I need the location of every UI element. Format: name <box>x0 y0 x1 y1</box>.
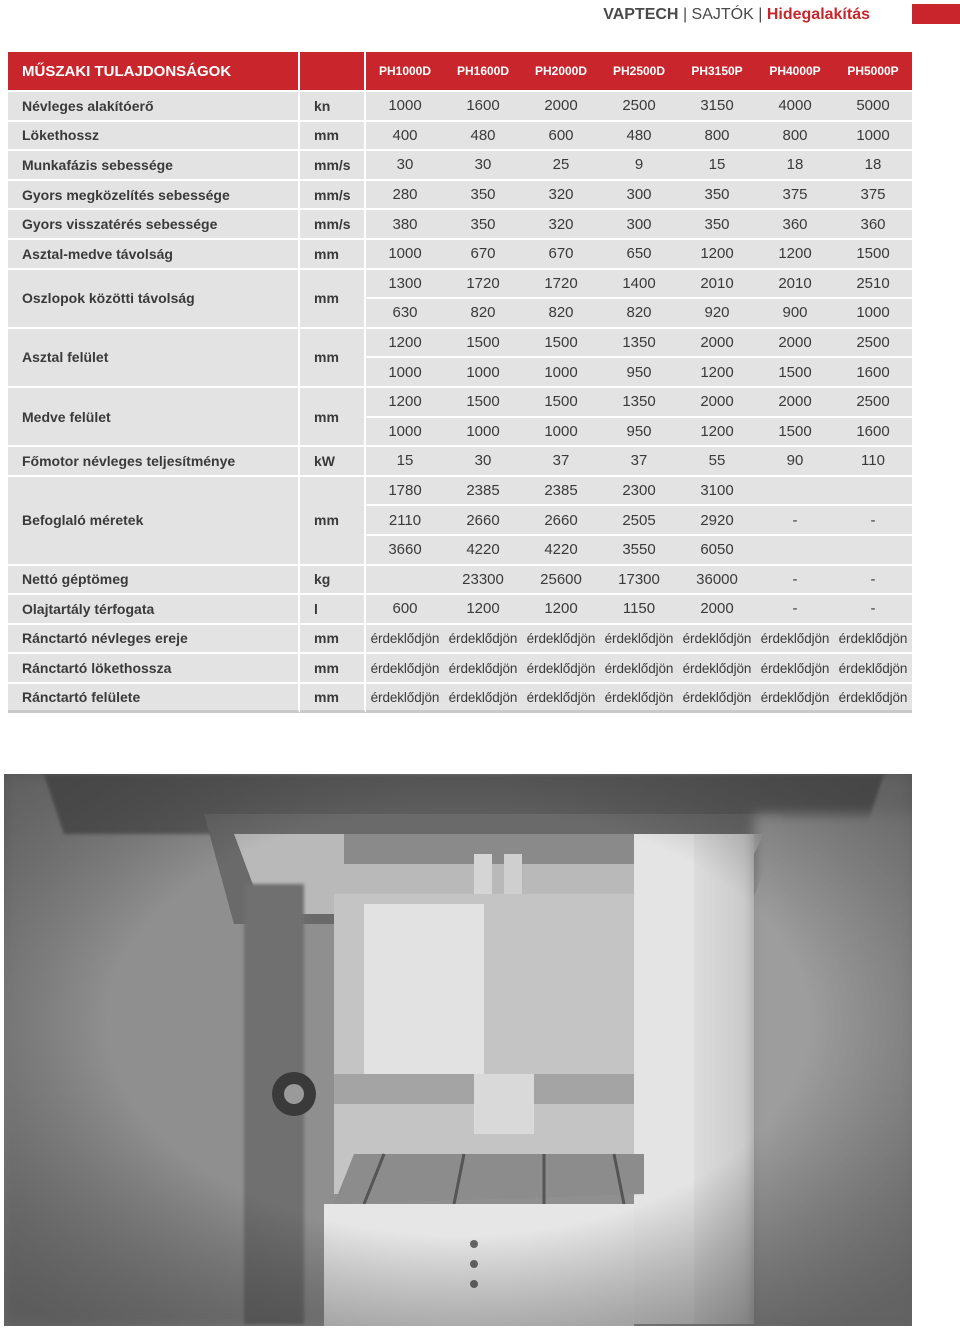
table-cell: 1000 <box>834 122 912 152</box>
table-row <box>8 329 912 359</box>
table-row <box>8 447 912 477</box>
table-cell: 375 <box>834 181 912 211</box>
row-label: Ránctartó lökethossza <box>8 654 300 684</box>
table-cell: érdeklődjön <box>444 684 522 714</box>
table-cell: érdeklődjön <box>444 625 522 655</box>
table-cell: 3100 <box>678 477 756 507</box>
table-cell: 1200 <box>756 240 834 270</box>
table-cell: 1500 <box>834 240 912 270</box>
row-unit: mm <box>300 329 366 388</box>
table-cell: 1300 <box>366 270 444 300</box>
unit-column-header <box>300 52 366 92</box>
table-cell: 820 <box>522 299 600 329</box>
row-unit: mm <box>300 684 366 714</box>
row-unit: mm/s <box>300 181 366 211</box>
table-cell: 320 <box>522 210 600 240</box>
row-unit: mm <box>300 122 366 152</box>
table-cell <box>834 477 912 507</box>
row-unit: mm/s <box>300 151 366 181</box>
table-cell: 110 <box>834 447 912 477</box>
table-cell: 25600 <box>522 566 600 596</box>
model-header: PH1600D <box>444 52 522 92</box>
table-cell: 25 <box>522 151 600 181</box>
table-cell: 1350 <box>600 388 678 418</box>
table-cell: 3550 <box>600 536 678 566</box>
table-cell: 480 <box>600 122 678 152</box>
table-cell: - <box>756 566 834 596</box>
table-cell: 300 <box>600 210 678 240</box>
table-cell: 2000 <box>678 329 756 359</box>
table-cell: érdeklődjön <box>678 684 756 714</box>
table-cell: 1500 <box>756 358 834 388</box>
table-cell: - <box>834 506 912 536</box>
table-cell: 280 <box>366 181 444 211</box>
table-cell: 18 <box>834 151 912 181</box>
model-header: PH3150P <box>678 52 756 92</box>
row-label: Gyors megközelítés sebessége <box>8 181 300 211</box>
table-row <box>8 595 912 625</box>
table-cell: 2920 <box>678 506 756 536</box>
row-label: Gyors visszatérés sebessége <box>8 210 300 240</box>
table-cell: 1200 <box>444 595 522 625</box>
table-cell: érdeklődjön <box>600 654 678 684</box>
table-cell: érdeklődjön <box>834 625 912 655</box>
row-unit: mm <box>300 240 366 270</box>
table-cell: 1780 <box>366 477 444 507</box>
row-label: Medve felület <box>8 388 300 447</box>
table-cell: 1500 <box>444 329 522 359</box>
table-cell: érdeklődjön <box>834 684 912 714</box>
table-cell: 630 <box>366 299 444 329</box>
table-cell: 4220 <box>444 536 522 566</box>
row-label: Befoglaló méretek <box>8 477 300 566</box>
breadcrumb <box>603 6 870 24</box>
table-cell: 15 <box>366 447 444 477</box>
row-label: Munkafázis sebessége <box>8 151 300 181</box>
table-cell: 1500 <box>444 388 522 418</box>
table-cell: 90 <box>756 447 834 477</box>
table-row <box>8 181 912 211</box>
row-label: Asztal felület <box>8 329 300 388</box>
table-cell: 3150 <box>678 92 756 122</box>
spec-table-header <box>8 52 912 92</box>
table-cell: érdeklődjön <box>756 625 834 655</box>
table-cell: 2000 <box>756 388 834 418</box>
table-cell <box>366 566 444 596</box>
row-unit: mm <box>300 654 366 684</box>
breadcrumb-current: Hidegalakítás <box>766 6 870 23</box>
table-cell: 400 <box>366 122 444 152</box>
table-cell: 2500 <box>834 388 912 418</box>
table-cell: 350 <box>678 181 756 211</box>
table-cell: 1600 <box>444 92 522 122</box>
table-cell: 1000 <box>522 418 600 448</box>
table-cell: - <box>756 506 834 536</box>
table-cell: 1000 <box>366 418 444 448</box>
table-cell: érdeklődjön <box>756 684 834 714</box>
brand-name: VAPTECH <box>603 6 679 23</box>
press-machine-illustration <box>4 774 912 1326</box>
table-cell: 4220 <box>522 536 600 566</box>
table-cell: érdeklődjön <box>522 654 600 684</box>
model-header: PH2000D <box>522 52 600 92</box>
table-cell: 2300 <box>600 477 678 507</box>
table-cell <box>756 477 834 507</box>
table-cell: 1200 <box>366 329 444 359</box>
table-cell: 36000 <box>678 566 756 596</box>
table-cell: 2000 <box>678 388 756 418</box>
row-unit: kn <box>300 92 366 122</box>
table-row <box>8 151 912 181</box>
table-cell: - <box>834 595 912 625</box>
table-row <box>8 566 912 596</box>
table-cell: 350 <box>678 210 756 240</box>
table-cell: 350 <box>444 181 522 211</box>
table-cell: 900 <box>756 299 834 329</box>
table-cell: 2000 <box>678 595 756 625</box>
table-cell: 2385 <box>522 477 600 507</box>
table-cell: 30 <box>366 151 444 181</box>
table-cell: 600 <box>522 122 600 152</box>
row-unit: mm/s <box>300 210 366 240</box>
table-cell: 2500 <box>600 92 678 122</box>
table-cell: 2000 <box>756 329 834 359</box>
table-cell: 950 <box>600 358 678 388</box>
table-cell: 300 <box>600 181 678 211</box>
table-cell: 2510 <box>834 270 912 300</box>
table-cell: érdeklődjön <box>366 684 444 714</box>
table-cell <box>756 536 834 566</box>
table-row <box>8 654 912 684</box>
table-cell: 1720 <box>444 270 522 300</box>
table-cell: 670 <box>444 240 522 270</box>
table-cell: 2010 <box>678 270 756 300</box>
row-label: Nettó géptömeg <box>8 566 300 596</box>
table-cell: 2660 <box>522 506 600 536</box>
table-cell: 1000 <box>366 240 444 270</box>
row-unit: mm <box>300 625 366 655</box>
table-cell: - <box>756 595 834 625</box>
table-cell: 55 <box>678 447 756 477</box>
table-cell: 1720 <box>522 270 600 300</box>
table-cell: 1600 <box>834 418 912 448</box>
page-header <box>0 4 960 26</box>
row-label: Asztal-medve távolság <box>8 240 300 270</box>
table-row <box>8 477 912 507</box>
model-header: PH4000P <box>756 52 834 92</box>
row-unit: mm <box>300 477 366 566</box>
table-cell: 17300 <box>600 566 678 596</box>
table-cell: 3660 <box>366 536 444 566</box>
row-label: Főmotor névleges teljesítménye <box>8 447 300 477</box>
table-cell: 1150 <box>600 595 678 625</box>
table-cell: 9 <box>600 151 678 181</box>
table-cell: 2385 <box>444 477 522 507</box>
table-cell: érdeklődjön <box>366 654 444 684</box>
table-cell: 2010 <box>756 270 834 300</box>
table-cell: 1000 <box>366 358 444 388</box>
table-cell: 2110 <box>366 506 444 536</box>
row-unit: mm <box>300 388 366 447</box>
table-cell: 30 <box>444 151 522 181</box>
table-cell: 820 <box>600 299 678 329</box>
table-cell: 1000 <box>522 358 600 388</box>
table-cell: 1600 <box>834 358 912 388</box>
breadcrumb-separator: | <box>758 6 763 23</box>
table-row <box>8 684 912 714</box>
table-cell: érdeklődjön <box>444 654 522 684</box>
table-cell: érdeklődjön <box>600 684 678 714</box>
table-cell: 1200 <box>678 358 756 388</box>
table-row <box>8 270 912 300</box>
table-cell: 2500 <box>834 329 912 359</box>
table-cell: 350 <box>444 210 522 240</box>
table-cell: érdeklődjön <box>600 625 678 655</box>
table-cell: 30 <box>444 447 522 477</box>
row-label: Ránctartó felülete <box>8 684 300 714</box>
table-cell: 650 <box>600 240 678 270</box>
row-unit: l <box>300 595 366 625</box>
table-cell: 670 <box>522 240 600 270</box>
table-cell: 800 <box>756 122 834 152</box>
table-cell: 380 <box>366 210 444 240</box>
table-cell: érdeklődjön <box>756 654 834 684</box>
table-cell: 2660 <box>444 506 522 536</box>
row-label: Ránctartó névleges ereje <box>8 625 300 655</box>
table-cell: érdeklődjön <box>678 654 756 684</box>
table-cell: 1000 <box>444 418 522 448</box>
table-cell: 18 <box>756 151 834 181</box>
table-cell: 820 <box>444 299 522 329</box>
table-cell: 1500 <box>756 418 834 448</box>
table-cell: érdeklődjön <box>522 684 600 714</box>
table-cell: 320 <box>522 181 600 211</box>
table-cell: 1350 <box>600 329 678 359</box>
table-cell: 5000 <box>834 92 912 122</box>
spec-table-body <box>8 92 912 713</box>
table-cell: 375 <box>756 181 834 211</box>
table-cell: 480 <box>444 122 522 152</box>
table-cell: 920 <box>678 299 756 329</box>
table-cell: 1500 <box>522 388 600 418</box>
row-label: Lökethossz <box>8 122 300 152</box>
table-row <box>8 122 912 152</box>
table-row <box>8 625 912 655</box>
row-unit: kg <box>300 566 366 596</box>
table-cell: 23300 <box>444 566 522 596</box>
row-label: Olajtartály térfogata <box>8 595 300 625</box>
table-cell: 1200 <box>366 388 444 418</box>
row-unit: kW <box>300 447 366 477</box>
spec-table <box>8 52 912 713</box>
model-header: PH5000P <box>834 52 912 92</box>
breadcrumb-separator: | <box>682 6 688 23</box>
table-cell: 1200 <box>678 240 756 270</box>
table-cell: 1000 <box>834 299 912 329</box>
table-cell: 1000 <box>366 92 444 122</box>
table-cell: érdeklődjön <box>522 625 600 655</box>
table-cell: 360 <box>756 210 834 240</box>
row-label: Oszlopok közötti távolság <box>8 270 300 329</box>
table-cell: 1500 <box>522 329 600 359</box>
breadcrumb-section: SAJTÓK <box>691 6 754 23</box>
table-row <box>8 240 912 270</box>
table-cell: 1200 <box>678 418 756 448</box>
model-header: PH1000D <box>366 52 444 92</box>
table-cell <box>834 536 912 566</box>
row-label: Névleges alakítóerő <box>8 92 300 122</box>
table-cell: - <box>834 566 912 596</box>
table-cell: 600 <box>366 595 444 625</box>
table-cell: 1400 <box>600 270 678 300</box>
table-cell: 6050 <box>678 536 756 566</box>
table-cell: 360 <box>834 210 912 240</box>
table-cell: érdeklődjön <box>366 625 444 655</box>
table-row <box>8 92 912 122</box>
table-cell: érdeklődjön <box>834 654 912 684</box>
table-row <box>8 210 912 240</box>
table-row <box>8 388 912 418</box>
header-accent-bar <box>912 4 960 24</box>
table-cell: 37 <box>522 447 600 477</box>
row-unit: mm <box>300 270 366 329</box>
press-machine-photo <box>4 774 912 1326</box>
table-cell: érdeklődjön <box>678 625 756 655</box>
table-cell: 2000 <box>522 92 600 122</box>
table-cell: 15 <box>678 151 756 181</box>
table-cell: 1200 <box>522 595 600 625</box>
table-cell: 37 <box>600 447 678 477</box>
table-cell: 4000 <box>756 92 834 122</box>
table-cell: 950 <box>600 418 678 448</box>
table-title: MŰSZAKI TULAJDONSÁGOK <box>8 52 300 92</box>
table-cell: 800 <box>678 122 756 152</box>
model-header: PH2500D <box>600 52 678 92</box>
table-cell: 2505 <box>600 506 678 536</box>
table-cell: 1000 <box>444 358 522 388</box>
